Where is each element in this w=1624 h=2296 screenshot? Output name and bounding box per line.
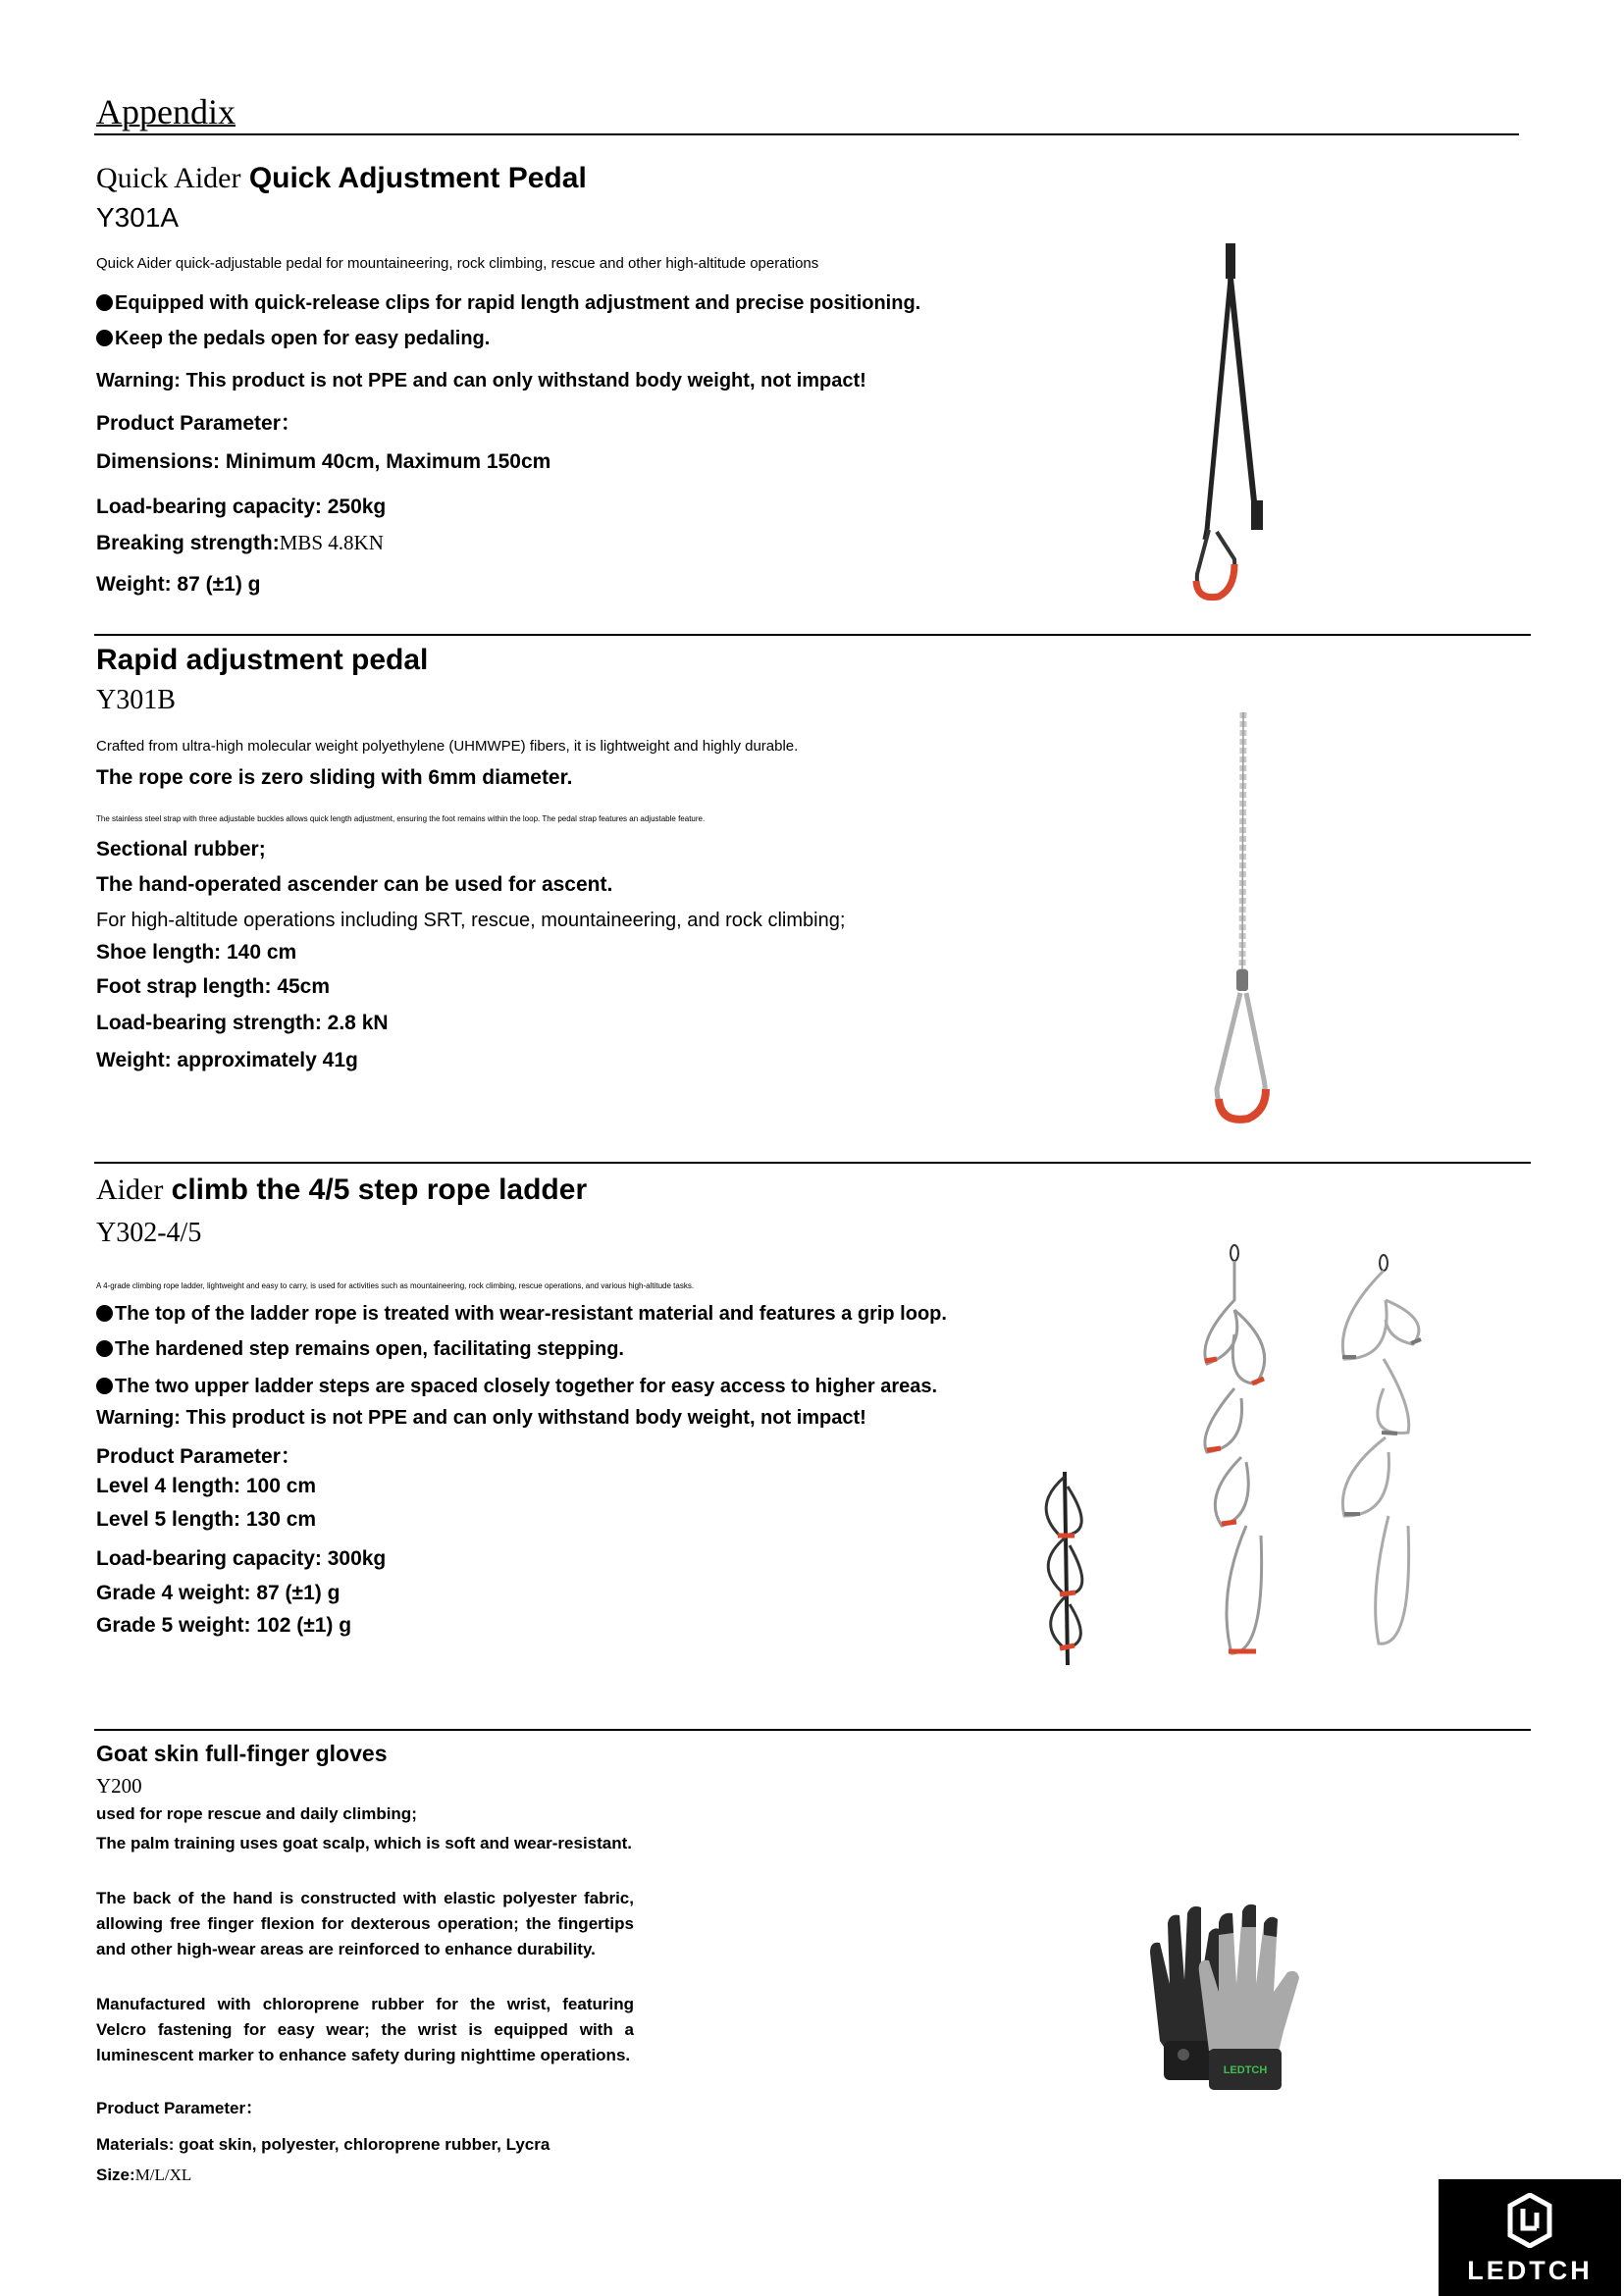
section1-intro: Quick Aider quick-adjustable pedal for mountaineering, rock climbing, rescue and other high-altitude operations <box>96 255 819 272</box>
rope-ladder-image <box>1021 1241 1452 1673</box>
section4-back: The back of the hand is constructed with elastic polyester fabric, allowing free finger flexion for dexterous operation; the fingertips and other high-wear areas are reinforced to enhance durability. <box>96 1889 634 1958</box>
section3-grade5: Grade 5 weight: 102 (±1) g <box>96 1614 352 1637</box>
section1-feature-1 <box>96 290 920 316</box>
brand-name: LEDTCH <box>1467 2256 1593 2285</box>
gloves-image <box>1140 1894 1317 2100</box>
pedal-step <box>1219 1089 1266 1120</box>
section4-use: used for rope rescue and daily climbing; <box>96 1804 417 1823</box>
section2-rubber: Sectional rubber; <box>96 838 266 861</box>
pedal-step <box>1196 564 1234 598</box>
section3-feature-2 <box>96 1336 624 1362</box>
section1-dimensions: Dimensions: Minimum 40cm, Maximum 150cm <box>96 450 551 473</box>
section3-feature-3 <box>96 1374 937 1399</box>
section3-title-prefix: Aider <box>96 1174 164 1206</box>
section2-core: The rope core is zero sliding with 6mm diameter. <box>96 766 573 789</box>
size-value: M/L/XL <box>134 2166 192 2184</box>
section4-materials: Materials: goat skin, polyester, chloroprene rubber, Lycra <box>96 2135 550 2154</box>
feature-text: The hardened step remains open, facilitating stepping. <box>115 1338 624 1360</box>
bullet-icon <box>96 1305 113 1322</box>
section3-level4: Level 4 length: 100 cm <box>96 1475 317 1497</box>
section3-grade4: Grade 4 weight: 87 (±1) g <box>96 1582 341 1604</box>
section2-model: Y301B <box>96 685 176 715</box>
section3-divider <box>94 1729 1531 1731</box>
section2-ascender: The hand-operated ascender can be used for ascent. <box>96 873 613 896</box>
section2-fine-print: The stainless steel strap with three adjustable buckles allows quick length adjustment, ensuring the foot remains within the loop. The pedal strap features an adjustable feature. <box>96 814 706 823</box>
size-label: Size: <box>96 2166 135 2184</box>
section1-warning: Warning: This product is not PPE and can only withstand body weight, not impact! <box>96 370 866 391</box>
section1-model: Y301A <box>96 202 180 233</box>
feature-text: Equipped with quick-release clips for rapid length adjustment and precise positioning. <box>115 292 921 314</box>
section1-feature-2 <box>96 326 490 351</box>
ladder-5-step <box>1342 1255 1421 1644</box>
section1-param-label: Product Parameter： <box>96 412 301 435</box>
section4-size <box>96 2164 191 2187</box>
pedal-strap-left <box>1205 279 1231 540</box>
section1-breaking <box>96 530 384 556</box>
section2-intro: Crafted from ultra-high molecular weight polyethylene (UHMWPE) fibers, it is lightweight and highly durable. <box>96 738 799 755</box>
pedal-strap-right <box>1231 279 1256 520</box>
section2-foot: Foot strap length: 45cm <box>96 975 331 998</box>
section2-operations: For high-altitude operations including SRT, rescue, mountaineering, and rock climbing; <box>96 910 846 931</box>
section1-load: Load-bearing capacity: 250kg <box>96 496 387 518</box>
section3-title <box>96 1173 587 1208</box>
section4-model: Y200 <box>96 1774 142 1798</box>
section1-title <box>96 161 587 196</box>
breaking-label: Breaking strength: <box>96 532 280 554</box>
ladder-folded <box>1046 1472 1082 1665</box>
bullet-icon <box>96 1340 113 1357</box>
pedal-strap-end <box>1251 500 1263 530</box>
section3-feature-1 <box>96 1301 947 1327</box>
section1-weight: Weight: 87 (±1) g <box>96 573 261 596</box>
section4-palm: The palm training uses goat scalp, which is soft and wear-resistant. <box>96 1834 633 1852</box>
page-title: Appendix <box>96 92 236 131</box>
breaking-value: MBS 4.8KN <box>279 531 384 554</box>
section3-warning: Warning: This product is not PPE and can only withstand body weight, not impact! <box>96 1407 866 1429</box>
section2-shoe: Shoe length: 140 cm <box>96 941 297 964</box>
glove-print: LEDTCH <box>1223 2064 1268 2076</box>
section2-strength: Load-bearing strength: 2.8 kN <box>96 1012 389 1034</box>
section3-intro: A 4-grade climbing rope ladder, lightweight and easy to carry, is used for activities such as mountaineering, rock climbing, rescue operations, and various high-altitude tasks. <box>96 1281 695 1290</box>
brand-logo <box>1439 2179 1621 2296</box>
pedal-buckle <box>1226 243 1235 279</box>
pedal-loop <box>1217 993 1265 1120</box>
bullet-icon <box>96 1378 113 1394</box>
feature-text: Keep the pedals open for easy pedaling. <box>115 328 491 349</box>
feature-text: The top of the ladder rope is treated with wear-resistant material and features a grip loop. <box>115 1303 947 1325</box>
ledtch-logo-icon <box>1507 2193 1552 2248</box>
section1-title-prefix: Quick Aider <box>96 162 241 194</box>
feature-text: The two upper ladder steps are spaced closely together for easy access to higher areas. <box>115 1376 938 1397</box>
pedal-buckle <box>1236 969 1248 991</box>
quick-pedal-image <box>1168 235 1285 608</box>
section2-divider <box>94 1162 1531 1164</box>
section4-wrist: Manufactured with chloroprene rubber for the wrist, featuring Velcro fastening for easy wear; the wrist is equipped with a luminescent marker to enhance safety during nighttime operations. <box>96 1995 634 2064</box>
pedal-rope-core <box>1242 712 1243 971</box>
bullet-icon <box>96 294 113 311</box>
section2-title: Rapid adjustment pedal <box>96 644 429 676</box>
bullet-icon <box>96 330 113 346</box>
section4-param-label: Product Parameter： <box>96 2099 263 2117</box>
rapid-pedal-image <box>1197 706 1285 1138</box>
section1-divider <box>94 634 1531 636</box>
header-rule <box>94 133 1519 135</box>
section3-param-label: Product Parameter： <box>96 1445 301 1468</box>
section3-load: Load-bearing capacity: 300kg <box>96 1547 387 1570</box>
section4-title: Goat skin full-finger gloves <box>96 1741 388 1766</box>
section2-weight: Weight: approximately 41g <box>96 1049 358 1071</box>
ladder-4-step <box>1205 1245 1265 1653</box>
section3-model: Y302-4/5 <box>96 1218 202 1248</box>
section3-level5: Level 5 length: 130 cm <box>96 1508 317 1531</box>
section1-title-main: Quick Adjustment Pedal <box>248 162 587 194</box>
section3-title-main: climb the 4/5 step rope ladder <box>171 1174 588 1206</box>
